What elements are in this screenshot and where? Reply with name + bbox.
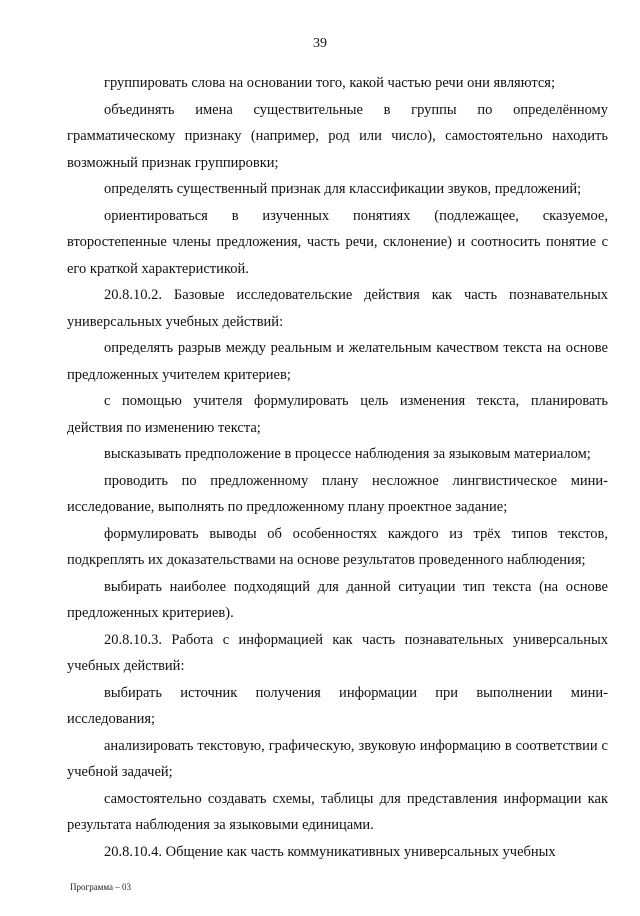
paragraph: анализировать текстовую, графическую, звуковую информацию в соответствии с учебной задачей; bbox=[67, 737, 608, 780]
paragraph: высказывать предположение в процессе наблюдения за языковым материалом; bbox=[104, 446, 591, 462]
section-heading-paragraph: 20.8.10.4. Общение как часть коммуникативных универсальных учебных bbox=[104, 843, 556, 860]
section-heading-paragraph: 20.8.10.3. Работа с информацией как часть познавательных универсальных учебных действий: bbox=[67, 631, 608, 674]
footer-label: Программа – 03 bbox=[70, 882, 132, 892]
paragraph: выбирать наиболее подходящий для данной ситуации тип текста (на основе предложенных критериев). bbox=[67, 578, 608, 621]
paragraph: проводить по предложенному плану несложное лингвистическое мини-исследование, выполнять по предложенному плану проектное задание; bbox=[67, 472, 608, 515]
paragraph: определять разрыв между реальным и желательным качеством текста на основе предложенных учителем критериев; bbox=[67, 340, 608, 383]
paragraph: самостоятельно создавать схемы, таблицы для представления информации как результата наблюдения за языковыми единицами. bbox=[67, 790, 608, 833]
paragraph: объединять имена существительные в группы по определённому грамматическому признаку (например, род или число), самостоятельно находить возможный признак группировки; bbox=[67, 101, 608, 171]
paragraph: выбирать источник получения информации при выполнении мини-исследования; bbox=[67, 684, 608, 727]
body-text bbox=[67, 70, 608, 865]
section-heading-paragraph: 20.8.10.2. Базовые исследовательские действия как часть познавательных универсальных учебных действий: bbox=[67, 287, 608, 330]
paragraph: группировать слова на основании того, какой частью речи они являются; bbox=[104, 75, 556, 91]
paragraph: с помощью учителя формулировать цель изменения текста, планировать действия по изменению текста; bbox=[67, 393, 608, 436]
page-number: 39 bbox=[313, 36, 327, 51]
paragraph: ориентироваться в изученных понятиях (подлежащее, сказуемое, второстепенные члены предложения, часть речи, склонение) и соотносить понятие с его краткой характеристикой. bbox=[67, 207, 608, 277]
paragraph: определять существенный признак для классификации звуков, предложений; bbox=[104, 181, 582, 197]
paragraph: формулировать выводы об особенностях каждого из трёх типов текстов, подкреплять их доказательствами на основе результатов проведенного наблюдения; bbox=[67, 525, 608, 568]
